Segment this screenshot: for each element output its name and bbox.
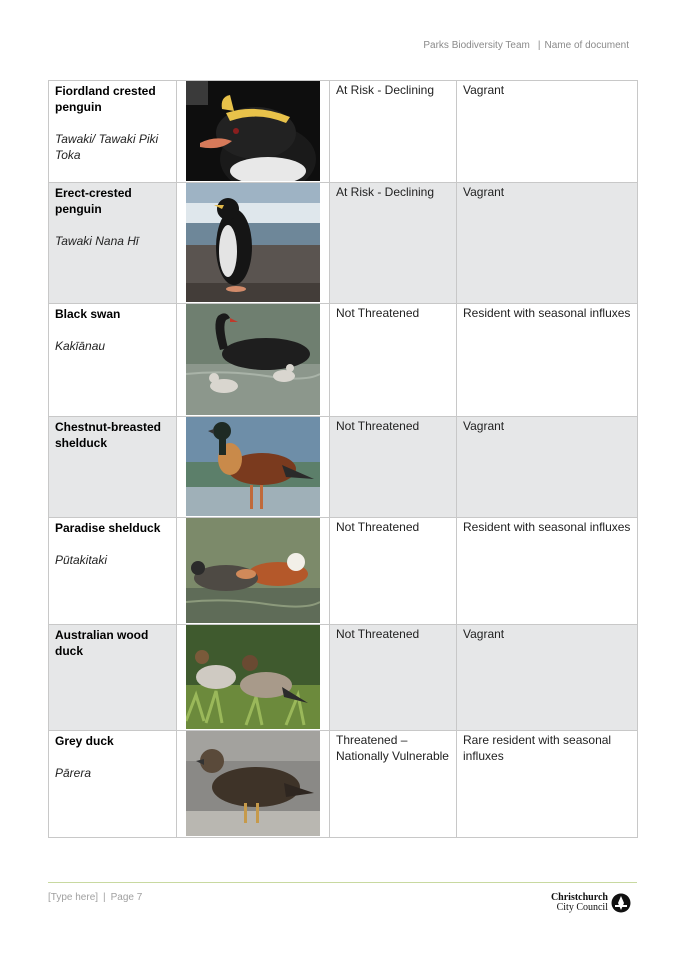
status-cell: Not Threatened bbox=[330, 304, 457, 417]
table-row bbox=[49, 304, 638, 417]
species-name-cell bbox=[49, 417, 177, 518]
occurrence-cell: Vagrant bbox=[457, 417, 638, 518]
common-name: Black swan bbox=[55, 307, 121, 321]
maori-name: Pārera bbox=[55, 766, 92, 780]
photo-cell bbox=[177, 731, 330, 838]
maori-name: Kakīānau bbox=[55, 339, 106, 353]
page-footer bbox=[48, 892, 142, 903]
maori-name: Tawaki/ Tawaki Piki Toka bbox=[55, 132, 159, 162]
photo-cell bbox=[177, 417, 330, 518]
common-name: Fiordland crested penguin bbox=[55, 84, 156, 114]
photo-cell bbox=[177, 625, 330, 731]
species-name-cell bbox=[49, 731, 177, 838]
occurrence-cell: Resident with seasonal influxes bbox=[457, 304, 638, 417]
footer-separator: | bbox=[103, 892, 106, 903]
chestnut-shelduck-photo bbox=[186, 417, 320, 516]
common-name: Grey duck bbox=[55, 734, 114, 748]
photo-cell bbox=[177, 183, 330, 304]
table-row bbox=[49, 183, 638, 304]
paradise-shelduck-photo bbox=[186, 518, 320, 623]
species-name-cell bbox=[49, 183, 177, 304]
council-logo bbox=[551, 893, 631, 913]
species-name-cell bbox=[49, 625, 177, 731]
species-name-cell bbox=[49, 304, 177, 417]
page-number: Page 7 bbox=[110, 892, 143, 903]
common-name: Erect-crested penguin bbox=[55, 186, 132, 216]
status-cell: Not Threatened bbox=[330, 625, 457, 731]
maori-name: Pūtakitaki bbox=[55, 553, 108, 567]
species-name-cell bbox=[49, 518, 177, 625]
table-row bbox=[49, 81, 638, 183]
occurrence-cell: Vagrant bbox=[457, 81, 638, 183]
table-row bbox=[49, 518, 638, 625]
header-doc-name: Name of document bbox=[544, 40, 629, 51]
species-table bbox=[48, 80, 638, 838]
common-name: Paradise shelduck bbox=[55, 521, 161, 535]
photo-cell bbox=[177, 81, 330, 183]
logo-line2: City Council bbox=[556, 902, 608, 913]
grey-duck-photo bbox=[186, 731, 320, 836]
status-cell: At Risk - Declining bbox=[330, 183, 457, 304]
logo-line1: Christchurch bbox=[550, 892, 608, 903]
table-row bbox=[49, 417, 638, 518]
species-name-cell bbox=[49, 81, 177, 183]
status-cell: Threatened – Nationally Vulnerable bbox=[330, 731, 457, 838]
erect-crested-penguin-photo bbox=[186, 183, 320, 302]
header-team: Parks Biodiversity Team bbox=[423, 40, 530, 51]
status-cell: At Risk - Declining bbox=[330, 81, 457, 183]
maori-name: Tawaki Nana Hī bbox=[55, 234, 139, 248]
occurrence-cell: Vagrant bbox=[457, 183, 638, 304]
photo-cell bbox=[177, 518, 330, 625]
header-separator: | bbox=[537, 40, 541, 51]
wood-duck-photo bbox=[186, 625, 320, 729]
common-name: Australian wood duck bbox=[55, 628, 149, 658]
table-row bbox=[49, 731, 638, 838]
status-cell: Not Threatened bbox=[330, 518, 457, 625]
occurrence-cell: Resident with seasonal influxes bbox=[457, 518, 638, 625]
black-swan-photo bbox=[186, 304, 320, 415]
photo-cell bbox=[177, 304, 330, 417]
occurrence-cell: Vagrant bbox=[457, 625, 638, 731]
table-row bbox=[49, 625, 638, 731]
fiordland-penguin-photo bbox=[186, 81, 320, 181]
status-cell: Not Threatened bbox=[330, 417, 457, 518]
footer-divider bbox=[48, 882, 637, 883]
page-header bbox=[423, 40, 629, 51]
common-name: Chestnut-breasted shelduck bbox=[55, 420, 162, 450]
footer-placeholder: [Type here] bbox=[48, 892, 99, 903]
cathedral-icon bbox=[611, 893, 631, 913]
occurrence-cell: Rare resident with seasonal influxes bbox=[457, 731, 638, 838]
